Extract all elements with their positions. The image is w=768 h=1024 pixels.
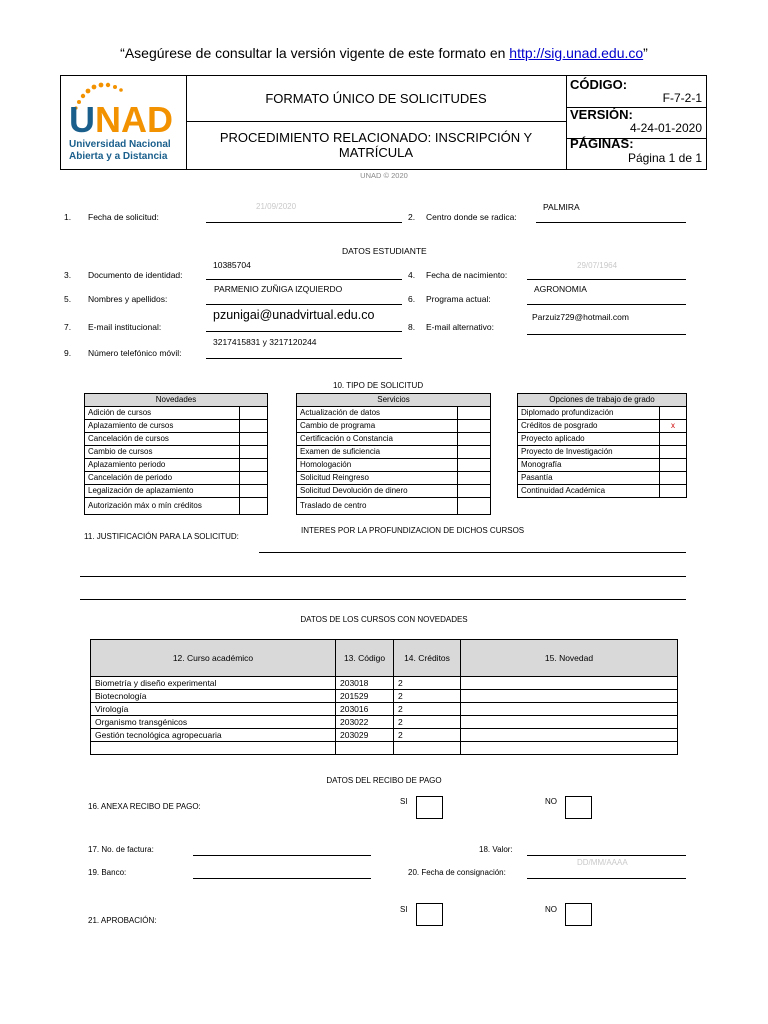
table-row[interactable]: Monografía [518,459,687,472]
table-row[interactable]: Cambio de cursos [85,446,268,459]
banco-line[interactable] [193,878,371,879]
email-alternativo-line[interactable] [527,334,686,335]
paginas-cell [566,138,706,169]
opciones-header: Opciones de trabajo de grado [518,394,687,407]
factura-line[interactable] [193,855,371,856]
field-8-num: 8. [408,322,416,332]
field-1-num: 1. [64,212,72,222]
table-row[interactable]: Diplomado profundización [518,407,687,420]
table-row[interactable]: Adición de cursos [85,407,268,420]
table-row[interactable]: Proyecto de Investigación [518,446,687,459]
nacimiento-line[interactable] [527,279,686,280]
tipo-solicitud-title: 10. TIPO DE SOLICITUD [333,381,424,390]
table-row[interactable]: Homologación [297,459,491,472]
factura-label: 17. No. de factura: [88,845,154,854]
opciones-table [517,393,687,498]
programa-line[interactable] [527,304,686,305]
justificacion-value: INTERES POR LA PROFUNDIZACION DE DICHOS CURSOS [301,526,525,535]
paginas-value: Página 1 de 1 [627,151,702,165]
consignacion-label: 20. Fecha de consignación: [408,868,506,877]
notice-prefix: “Asegúrese de consultar la versión vigente de este formato en [120,45,510,61]
section-student: DATOS ESTUDIANTE [342,246,427,256]
field-3-label: Documento de identidad: [88,270,183,280]
telefono-value: 3217415831 y 3217120244 [213,337,317,347]
field-7-num: 7. [64,322,72,332]
codigo-value: F-7-2-1 [662,91,702,105]
table-row[interactable] [91,742,678,755]
telefono-line[interactable] [206,358,402,359]
procedure-title: PROCEDIMIENTO RELACIONADO: INSCRIPCIÓN Y MATRÍCULA [219,130,533,160]
version-label: VERSIÓN: [570,107,633,122]
header-creditos: 14. Créditos [394,640,461,677]
novedades-header: Novedades [85,394,268,407]
field-4-label: Fecha de nacimiento: [426,270,508,280]
banco-label: 19. Banco: [88,868,127,877]
header-novedad: 15. Novedad [461,640,678,677]
consignacion-placeholder: DD/MM/AAAA [577,858,628,867]
table-row[interactable]: Legalización de aplazamiento [85,485,268,498]
centro-value: PALMIRA [543,202,580,212]
table-row[interactable]: Aplazamiento de cursos [85,420,268,433]
fecha-solicitud-value: 21/09/2020 [256,202,297,211]
anexa-recibo-label: 16. ANEXA RECIBO DE PAGO: [88,802,201,811]
field-6-num: 6. [408,294,416,304]
anexa-si-checkbox[interactable] [416,796,443,819]
paginas-label: PÁGINAS: [570,136,634,151]
documento-value: 10385704 [213,260,251,270]
table-row[interactable]: Virología 203016 2 [91,703,678,716]
form-title: FORMATO ÚNICO DE SOLICITUDES [265,91,487,106]
field-5-label: Nombres y apellidos: [88,294,168,304]
field-8-label: E-mail alternativo: [426,322,495,332]
logo-text-line2: Abierta y a Distancia [69,151,168,162]
valor-line[interactable] [527,855,686,856]
form-title-cell [186,76,567,122]
field-2-label: Centro donde se radica: [426,212,517,222]
justificacion-line-2[interactable] [80,576,686,577]
email-institucional-line[interactable] [206,331,402,332]
field-6-label: Programa actual: [426,294,491,304]
field-7-label: E-mail institucional: [88,322,162,332]
field-9-label: Número telefónico móvil: [88,348,182,358]
table-row[interactable]: Pasantía [518,472,687,485]
field-4-num: 4. [408,270,416,280]
copyright: UNAD © 2020 [360,171,408,180]
servicios-table [296,393,491,515]
justificacion-line-1[interactable] [259,552,686,553]
version-notice [0,45,768,61]
programa-value: AGRONOMIA [534,284,587,294]
aprobacion-si-label: SI [400,905,408,914]
aprobacion-si-checkbox[interactable] [416,903,443,926]
creditos-posgrado-mark[interactable]: x [660,420,687,433]
centro-line[interactable] [536,222,686,223]
anexa-si-label: SI [400,797,408,806]
field-1-label: Fecha de solicitud: [88,212,159,222]
codigo-label: CÓDIGO: [570,77,628,92]
justificacion-line-3[interactable] [80,599,686,600]
servicios-header: Servicios [297,394,491,407]
field-9-num: 9. [64,348,72,358]
field-2-num: 2. [408,212,416,222]
table-row[interactable]: Gestión tecnológica agropecuaria 203029 2 [91,729,678,742]
sig-link[interactable]: http://sig.unad.edu.co [509,45,644,61]
justificacion-label: 11. JUSTIFICACIÓN PARA LA SOLICITUD: [84,532,239,541]
table-row[interactable]: Traslado de centro [297,498,491,515]
table-row[interactable]: Biotecnología 201529 2 [91,690,678,703]
aprobacion-label: 21. APROBACIÓN: [88,916,157,925]
documento-line[interactable] [206,279,402,280]
pago-title: DATOS DEL RECIBO DE PAGO [326,776,442,785]
table-row[interactable]: Continuidad Académica [518,485,687,498]
table-row[interactable]: Actualización de datos [297,407,491,420]
nombres-value: PARMENIO ZUÑIGA IZQUIERDO [214,284,343,294]
header-curso: 12. Curso académico [91,640,336,677]
table-row[interactable]: Solicitud Devolución de dinero [297,485,491,498]
table-row[interactable]: Cancelación de cursos [85,433,268,446]
table-row[interactable]: Cambio de programa [297,420,491,433]
valor-label: 18. Valor: [479,845,513,854]
format-header [60,75,707,170]
anexa-no-checkbox[interactable] [565,796,592,819]
consignacion-line[interactable] [527,878,686,879]
fecha-solicitud-line[interactable] [206,222,402,223]
email-institucional-value: pzunigai@unadvirtual.edu.co [213,308,375,322]
table-row[interactable]: Biometría y diseño experimental 203018 2 [91,677,678,690]
version-cell [566,107,706,139]
email-alternativo-value: Parzuiz729@hotmail.com [532,312,629,322]
logo-cell [61,76,187,169]
novedades-table [84,393,268,515]
table-row[interactable]: Cancelación de periodo [85,472,268,485]
cursos-title: DATOS DE LOS CURSOS CON NOVEDADES [300,615,468,624]
svg-text:NAD: NAD [95,99,173,140]
field-5-num: 5. [64,294,72,304]
logo-text-line1: Universidad Nacional [69,139,171,150]
nacimiento-value: 29/07/1964 [577,261,618,270]
table-row[interactable]: Proyecto aplicado [518,433,687,446]
field-3-num: 3. [64,270,72,280]
table-row[interactable]: Créditos de posgrado x [518,420,687,433]
table-row[interactable]: Examen de suficiencia [297,446,491,459]
courses-table [90,639,678,755]
version-value: 4-24-01-2020 [629,121,702,135]
notice-suffix: ” [643,45,648,61]
svg-text:U: U [69,99,95,140]
anexa-no-label: NO [545,797,557,806]
table-row[interactable]: Solicitud Reingreso [297,472,491,485]
unad-logo-icon [67,82,179,162]
codigo-cell [566,76,706,108]
procedure-cell [186,121,567,169]
table-row[interactable]: Organismo transgénicos 203022 2 [91,716,678,729]
aprobacion-no-label: NO [545,905,557,914]
table-row[interactable]: Autorización máx o mín créditos [85,498,268,515]
header-codigo: 13. Código [336,640,394,677]
nombres-line[interactable] [206,304,402,305]
aprobacion-no-checkbox[interactable] [565,903,592,926]
table-row[interactable]: Aplazamiento periodo [85,459,268,472]
table-row[interactable]: Certificación o Constancia [297,433,491,446]
